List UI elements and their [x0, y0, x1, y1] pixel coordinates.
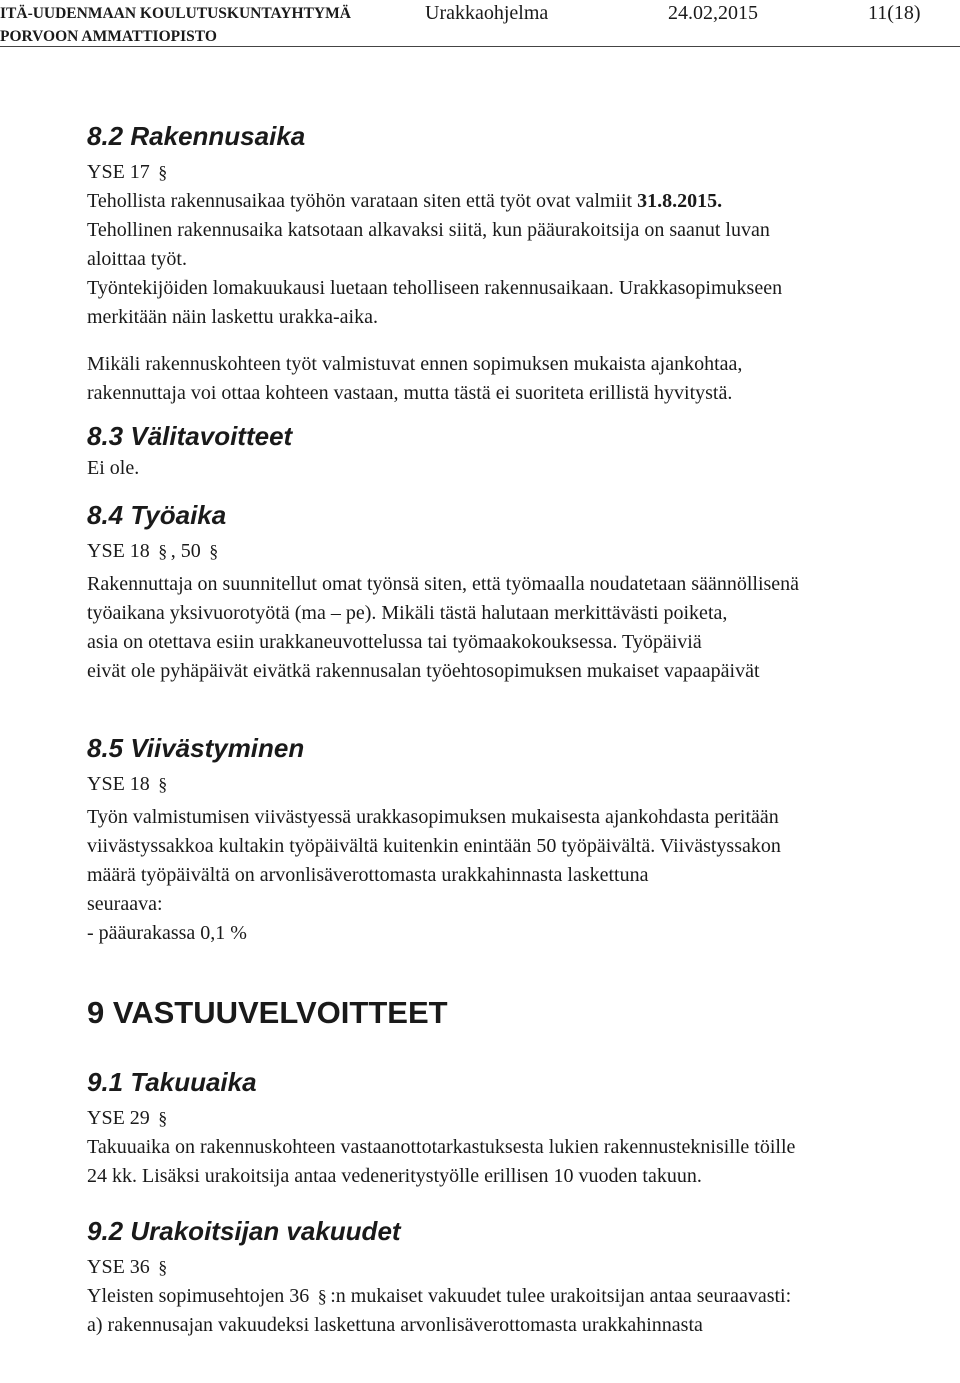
- page-header: [0, 2, 960, 46]
- heading-8-3: 8.3 Välitavoitteet: [87, 421, 293, 451]
- paragraph-line: Työntekijöiden lomakuukausi luetaan teholliseen rakennusaikaan. Urakkasopimukseen: [87, 277, 783, 299]
- section-symbol: §: [209, 541, 219, 561]
- reference-yse-29: [87, 1104, 955, 1133]
- heading-8-5: 8.5 Viivästyminen: [87, 733, 305, 763]
- heading-9: 9 VASTUUVELVOITTEET: [87, 995, 448, 1030]
- header-rule: [0, 46, 960, 47]
- heading-9-1: 9.1 Takuuaika: [87, 1067, 257, 1097]
- reference-yse-18: [87, 770, 955, 799]
- section-symbol: §: [158, 541, 168, 561]
- heading-9-2: 9.2 Urakoitsijan vakuudet: [87, 1216, 401, 1246]
- paragraph-line: määrä työpäivältä on arvonlisäverottomasta urakkahinnasta laskettuna: [87, 864, 649, 886]
- paragraph-line: asia on otettava esiin urakkaneuvottelussa tai työmaakokouksessa. Työpäiviä: [87, 631, 702, 653]
- paragraph-line: - pääurakassa 0,1 %: [87, 922, 247, 944]
- reference-text: YSE 18: [87, 773, 150, 795]
- text-span: Tehollista rakennusaikaa työhön varataan siten että työt ovat valmiit: [87, 190, 638, 212]
- paragraph-line: [87, 187, 955, 216]
- reference-text: YSE 18: [87, 540, 150, 562]
- reference-yse-17: [87, 158, 955, 187]
- reference-yse-18-50: [87, 537, 955, 566]
- paragraph-line: eivät ole pyhäpäivät eivätkä rakennusalan työehtosopimuksen mukaiset vapaapäivät: [87, 660, 760, 682]
- section-symbol: §: [158, 162, 168, 182]
- text-span: Yleisten sopimusehtojen 36: [87, 1285, 315, 1307]
- section-symbol: §: [158, 1108, 168, 1128]
- paragraph-line: seuraava:: [87, 893, 163, 915]
- paragraph-line: Mikäli rakennuskohteen työt valmistuvat ennen sopimuksen mukaista ajankohtaa,: [87, 353, 743, 375]
- paragraph-line: Työn valmistumisen viivästyessä urakkasopimuksen mukaisesta ajankohdasta peritään: [87, 806, 779, 828]
- heading-8-2: 8.2 Rakennusaika: [87, 121, 306, 151]
- header-school: PORVOON AMMATTIOPISTO: [0, 28, 217, 45]
- reference-text: YSE 29: [87, 1107, 150, 1129]
- header-document-name: Urakkaohjelma: [425, 2, 549, 24]
- deadline-date: 31.8.2015.: [637, 190, 723, 212]
- paragraph-line: Ei ole.: [87, 457, 140, 479]
- text-span: :n mukaiset vakuudet tulee urakoitsijan antaa seuraavasti:: [330, 1285, 792, 1307]
- paragraph-line: a) rakennusajan vakuudeksi laskettuna arvonlisäverottomasta urakkahinnasta: [87, 1314, 703, 1336]
- reference-text: , 50: [170, 540, 201, 562]
- paragraph-line: rakennuttaja voi ottaa kohteen vastaan, mutta tästä ei suoriteta erillistä hyvitystä.: [87, 382, 733, 404]
- paragraph-line: Takuuaika on rakennuskohteen vastaanottotarkastuksesta lukien rakennusteknisille töille: [87, 1136, 796, 1158]
- header-organization: ITÄ-UUDENMAAN KOULUTUSKUNTAYHTYMÄ: [0, 5, 351, 22]
- section-symbol: §: [158, 1257, 168, 1277]
- reference-yse-36: [87, 1253, 955, 1282]
- section-symbol: §: [317, 1286, 327, 1306]
- header-page-number: 11(18): [868, 2, 921, 24]
- paragraph-line: Tehollinen rakennusaika katsotaan alkavaksi siitä, kun pääurakoitsija on saanut luvan: [87, 219, 770, 241]
- paragraph-line: Rakennuttaja on suunnitellut omat työnsä siten, että työmaalla noudatetaan säännöllisenä: [87, 573, 800, 595]
- paragraph-line: [87, 1282, 955, 1311]
- reference-text: YSE 36: [87, 1256, 150, 1278]
- document-body: [87, 118, 955, 1340]
- paragraph-line: 24 kk. Lisäksi urakoitsija antaa vedeneritystyölle erillisen 10 vuoden takuun.: [87, 1165, 702, 1187]
- reference-text: YSE 17: [87, 161, 150, 183]
- header-date: 24.02,2015: [668, 2, 758, 24]
- paragraph-line: viivästyssakkoa kultakin työpäivältä kuitenkin enintään 50 työpäivältä. Viivästyssakon: [87, 835, 781, 857]
- paragraph-line: aloittaa työt.: [87, 248, 187, 270]
- paragraph-line: työaikana yksivuorotyötä (ma – pe). Mikäli tästä halutaan merkittävästi poiketa,: [87, 602, 728, 624]
- heading-8-4: 8.4 Työaika: [87, 500, 227, 530]
- paragraph-line: merkitään näin laskettu urakka-aika.: [87, 306, 378, 328]
- section-symbol: §: [158, 774, 168, 794]
